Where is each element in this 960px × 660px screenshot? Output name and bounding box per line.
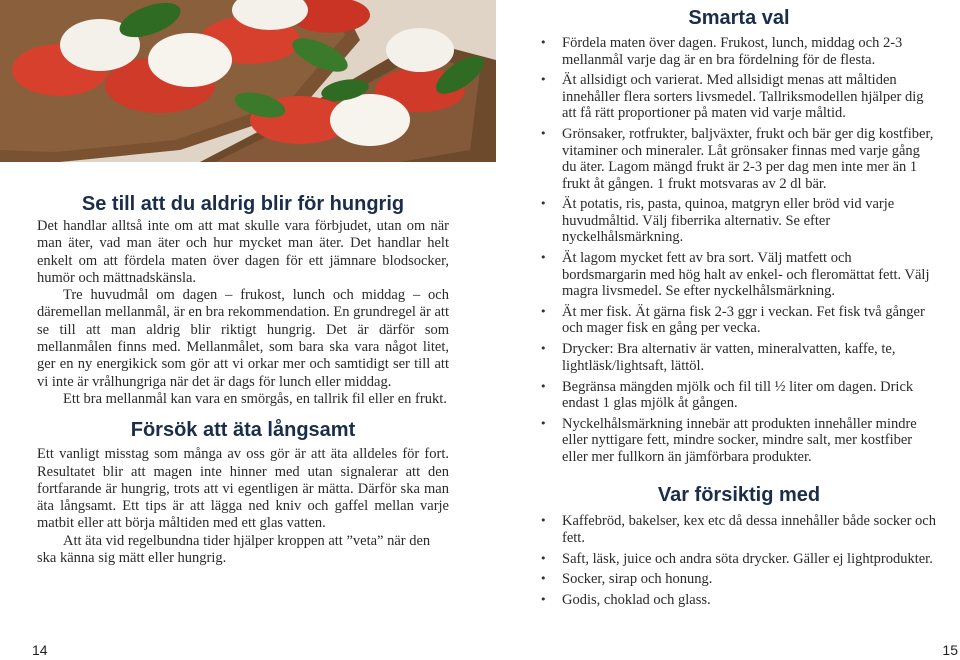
heading-smart-choices: Smarta val	[688, 7, 790, 29]
bread-caprese-photo-icon	[0, 0, 496, 162]
left-page-content	[37, 192, 449, 567]
list-item: • Ät lagom mycket fett av bra sort. Välj matfett och bordsmargarin med hög halt av enkel- och fleromättat fett. Välj magra livsmedel. Se efter nyckelhålsmärkning.	[540, 250, 938, 300]
list-item: • Kaffebröd, bakelser, kex etc då dessa innehåller både socker och fett.	[540, 513, 938, 546]
list-item: • Ät potatis, ris, pasta, quinoa, matgryn eller bröd vid varje huvudmåltid. Välj fiberrika alternativ. Se efter nyckelhålsmärkning.	[540, 196, 938, 246]
paragraph-regular-times: Att äta vid regelbundna tider hjälper kroppen att ”veta” när den ska känna sig mätt eller hungrig.	[37, 532, 431, 567]
list-item: • Saft, läsk, juice och andra söta drycker. Gäller ej lightprodukter.	[540, 551, 938, 568]
list-item: • Ät mer fisk. Ät gärna fisk 2-3 ggr i veckan. Fet fisk två gånger och mager fisk en gång per vecka.	[540, 304, 938, 337]
paragraph-main-meals: Tre huvudmål om dagen – frukost, lunch och middag – och däremellan mellanmål, är en bra rekommendation. En grundregel är att se till att man aldrig blir riktigt hungrig. Det är därför som mellanmålen finns med. Mellanmålet, som bara ska vara något litet, ger en ny energikick som gör att vi orkar mer och samtidigt ser till att vi inte är vrålhungriga när det är dags för lunch eller middag.	[37, 287, 449, 390]
page-number-left: 14	[32, 642, 48, 658]
smart-choices-list	[540, 35, 938, 465]
paragraph-snack-examples: Ett bra mellanmål kan vara en smörgås, en tallrik fil eller en frukt.	[63, 390, 447, 407]
heading-be-careful: Var försiktig med	[657, 484, 821, 507]
paragraph-meal-timing: Det handlar alltså inte om att mat skulle vara förbjudet, utan om när man äter, vad man äter och hur mycket man äter. Det handlar helt enkelt om att fördela maten över dagen för ett jämnare blodsocker, humör och mättnadskänsla.	[37, 218, 449, 286]
caprese-sandwich-photo	[0, 0, 496, 162]
list-item: • Begränsa mängden mjölk och fil till ½ liter om dagen. Drick endast 1 glas mjölk åt gången.	[540, 379, 938, 412]
heading-eat-slowly: Försök att äta långsamt	[130, 419, 356, 442]
list-item: • Socker, sirap och honung.	[540, 571, 938, 588]
list-item: • Godis, choklad och glass.	[540, 592, 938, 609]
heading-hungry: Se till att du aldrig blir för hungrig	[81, 193, 405, 215]
list-item: • Grönsaker, rotfrukter, baljväxter, frukt och bär ger dig kostfiber, vitaminer och mineraler. Låt grönsaker finnas med varje gång du äter. Lagom mängd frukt är 2-3 per dag men inte mer än 1 frukt åt gången. 1 frukt motsvaras av 2 dl bär.	[540, 126, 938, 192]
paragraph-eat-slowly: Ett vanligt misstag som många av oss gör är att äta alldeles för fort. Resultatet blir att magen inte hinner med utan signalerar att den fortfarande är hungrig, trots att vi egentligen är mätta. Därför ska man äta långsamt. Ett tips är att lägga ned kniv och gaffel mellan varje matbit eller att börja måltiden med ett glas vatten.	[37, 446, 449, 532]
page-number-right: 15	[942, 642, 958, 658]
list-item: • Fördela maten över dagen. Frukost, lunch, middag och 2-3 mellanmål varje dag är en bra fördelning för de flesta.	[540, 35, 938, 68]
list-item: • Ät allsidigt och varierat. Med allsidigt menas att måltiden innehåller flera sorters livsmedel. Tallriksmodellen hjälper dig att få rätt proportioner på maten vid varje måltid.	[540, 72, 938, 122]
right-page-content	[540, 6, 938, 613]
list-item: • Nyckelhålsmärkning innebär att produkten innehåller mindre eller nyttigare fett, mindre socker, mindre salt, mer kostfiber eller mer fullkorn än jämförbara produkter.	[540, 416, 938, 466]
list-item: • Drycker: Bra alternativ är vatten, mineralvatten, kaffe, te, lightläsk/lightsaft, lättöl.	[540, 341, 938, 374]
be-careful-list	[540, 513, 938, 608]
